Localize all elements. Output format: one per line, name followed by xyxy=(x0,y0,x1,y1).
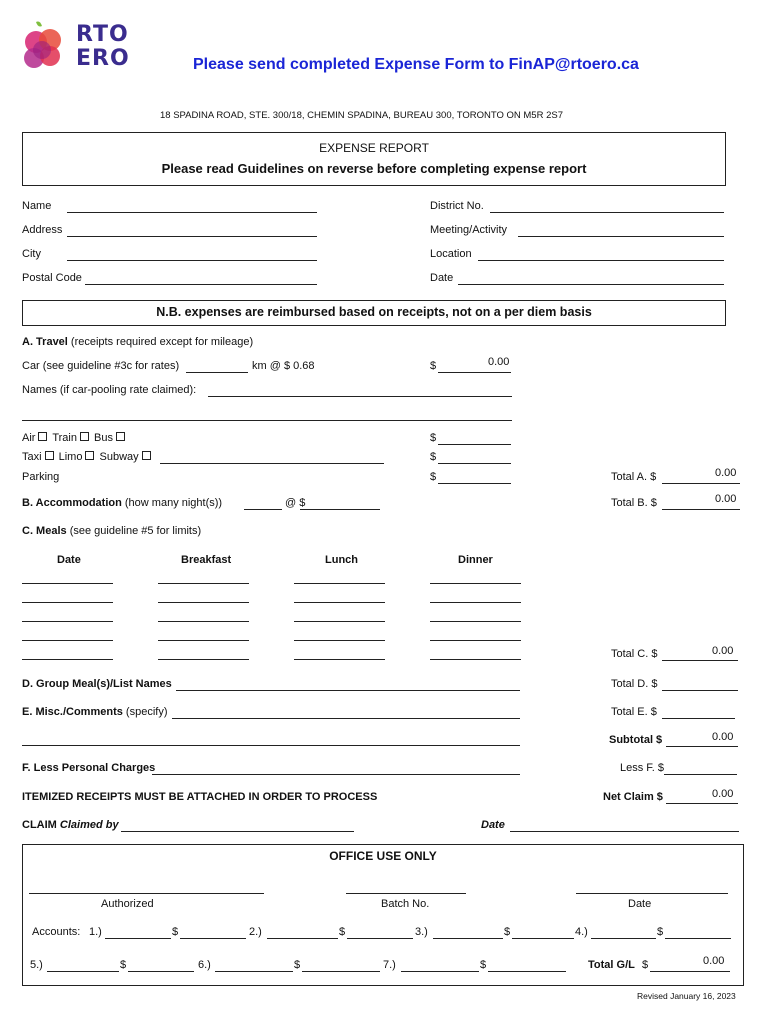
meal-cell[interactable] xyxy=(158,659,249,660)
misc-field-2[interactable] xyxy=(22,745,520,746)
air-label: Air xyxy=(22,432,36,444)
less-f-field[interactable] xyxy=(664,774,737,775)
meal-cell[interactable] xyxy=(158,621,249,622)
city-label: City xyxy=(22,248,41,260)
meals-col-date: Date xyxy=(57,554,81,566)
header-note[interactable]: Please send completed Expense Form to FinAP@rtoero.ca xyxy=(193,56,639,73)
total-d-label: Total D. $ xyxy=(611,678,658,690)
meals-note: (see guideline #5 for limits) xyxy=(69,525,202,537)
limo-label: Limo xyxy=(58,451,83,463)
office-title: OFFICE USE ONLY xyxy=(329,849,437,863)
receipts-note: ITEMIZED RECEIPTS MUST BE ATTACHED IN ORDER TO PROCESS xyxy=(22,791,378,803)
car-dollar-sign: $ xyxy=(430,360,437,372)
name-field[interactable] xyxy=(67,212,317,213)
air-train-bus-row xyxy=(22,432,127,444)
meals-heading: C. Meals xyxy=(22,525,67,537)
date-label: Date xyxy=(430,272,454,284)
name-label: Name xyxy=(22,200,52,212)
misc-row xyxy=(22,706,167,718)
office-use-box xyxy=(22,844,744,986)
account-2-field[interactable] xyxy=(267,938,338,939)
batch-no-label: Batch No. xyxy=(381,898,430,910)
car-label: Car (see guideline #3c for rates) xyxy=(22,360,180,372)
carpool-names-label: Names (if car-pooling rate claimed): xyxy=(22,384,197,396)
air-dollar-sign: $ xyxy=(430,432,437,444)
taxi-dollar-sign: $ xyxy=(430,451,437,463)
address-label: Address xyxy=(22,224,63,236)
meal-cell[interactable] xyxy=(430,583,521,584)
account-3-amount[interactable] xyxy=(512,938,574,939)
account-5-label: 5.) xyxy=(30,959,43,971)
total-b-value: 0.00 xyxy=(715,493,737,505)
meals-heading-row xyxy=(22,525,201,537)
meal-cell[interactable] xyxy=(430,659,521,660)
claim-label: CLAIM xyxy=(22,819,57,831)
total-c-value: 0.00 xyxy=(712,645,734,657)
subtotal-value: 0.00 xyxy=(712,731,734,743)
accommodation-at: @ $ xyxy=(285,497,306,509)
location-field[interactable] xyxy=(478,260,724,261)
meeting-field[interactable] xyxy=(518,236,724,237)
logo-mark-icon xyxy=(22,20,78,76)
total-e-label: Total E. $ xyxy=(611,706,657,718)
bus-checkbox[interactable] xyxy=(116,432,125,441)
claim-date-field[interactable] xyxy=(510,831,739,832)
address-field[interactable] xyxy=(67,236,317,237)
account-5-amount[interactable] xyxy=(128,971,194,972)
travel-heading-row xyxy=(22,336,253,348)
meal-cell[interactable] xyxy=(294,583,385,584)
logo-line2: ERO xyxy=(76,46,130,71)
meals-col-dinner: Dinner xyxy=(458,554,493,566)
account-6-dollar: $ xyxy=(294,959,301,971)
meal-cell[interactable] xyxy=(294,659,385,660)
claim-row xyxy=(22,819,119,831)
travel-heading: A. Travel xyxy=(22,336,68,348)
accommodation-heading: B. Accommodation xyxy=(22,497,122,509)
account-6-field[interactable] xyxy=(215,971,293,972)
claimed-by-label: Claimed by xyxy=(59,819,119,831)
account-4-label: 4.) xyxy=(575,926,588,938)
accommodation-rate-field[interactable] xyxy=(300,509,380,510)
report-subtitle: Please read Guidelines on reverse before completing expense report xyxy=(161,161,587,176)
less-f-label: Less F. $ xyxy=(620,762,665,774)
meeting-label: Meeting/Activity xyxy=(430,224,508,236)
net-claim-label: Net Claim $ xyxy=(603,791,663,803)
date-field[interactable] xyxy=(458,284,724,285)
account-6-amount[interactable] xyxy=(302,971,380,972)
subtotal-label: Subtotal $ xyxy=(609,734,663,746)
taxi-label: Taxi xyxy=(22,451,42,463)
account-3-label: 3.) xyxy=(415,926,428,938)
meal-cell[interactable] xyxy=(430,640,521,641)
claimed-by-field[interactable] xyxy=(121,831,354,832)
account-7-label: 7.) xyxy=(383,959,396,971)
account-1-label: 1.) xyxy=(89,926,102,938)
nights-field[interactable] xyxy=(244,509,282,510)
claim-date-label: Date xyxy=(481,819,505,831)
meal-cell[interactable] xyxy=(158,583,249,584)
city-field[interactable] xyxy=(67,260,317,261)
net-claim-value: 0.00 xyxy=(712,788,734,800)
air-checkbox[interactable] xyxy=(38,432,47,441)
account-2-label: 2.) xyxy=(249,926,262,938)
location-label: Location xyxy=(430,248,472,260)
logo xyxy=(22,20,142,76)
meal-cell[interactable] xyxy=(22,659,113,660)
total-gl-label: Total G/L xyxy=(588,959,635,971)
subway-checkbox[interactable] xyxy=(142,451,151,460)
meal-cell[interactable] xyxy=(294,640,385,641)
meal-cell[interactable] xyxy=(294,621,385,622)
account-1-field[interactable] xyxy=(105,938,171,939)
postal-code-field[interactable] xyxy=(85,284,317,285)
car-amount-field[interactable] xyxy=(438,372,511,373)
accommodation-row xyxy=(22,497,222,509)
train-label: Train xyxy=(52,432,77,444)
bus-label: Bus xyxy=(94,432,113,444)
subway-label: Subway xyxy=(99,451,139,463)
org-address: 18 SPADINA ROAD, STE. 300/18, CHEMIN SPADINA, BUREAU 300, TORONTO ON M5R 2S7 xyxy=(160,110,563,121)
train-checkbox[interactable] xyxy=(80,432,89,441)
taxi-amount-field[interactable] xyxy=(438,463,511,464)
account-3-field[interactable] xyxy=(433,938,503,939)
total-gl-dollar: $ xyxy=(642,959,649,971)
total-c-field[interactable] xyxy=(662,660,738,661)
total-a-value: 0.00 xyxy=(715,467,737,479)
postal-code-label: Postal Code xyxy=(22,272,82,284)
title-box xyxy=(22,132,726,186)
meal-cell[interactable] xyxy=(22,621,113,622)
account-1-dollar: $ xyxy=(172,926,179,938)
personal-charges-label: F. Less Personal Charges xyxy=(22,762,156,774)
net-claim-field[interactable] xyxy=(666,803,738,804)
account-7-amount[interactable] xyxy=(488,971,566,972)
meal-cell[interactable] xyxy=(22,583,113,584)
taxi-limo-subway-row xyxy=(22,451,153,463)
total-d-field[interactable] xyxy=(662,690,738,691)
account-1-amount[interactable] xyxy=(180,938,246,939)
account-5-field[interactable] xyxy=(47,971,119,972)
total-gl-field[interactable] xyxy=(650,971,730,972)
account-2-amount[interactable] xyxy=(347,938,413,939)
total-a-label: Total A. $ xyxy=(611,471,657,483)
personal-charges-field[interactable] xyxy=(152,774,520,775)
other-transport-field[interactable] xyxy=(160,463,384,464)
meals-col-lunch: Lunch xyxy=(325,554,358,566)
account-6-label: 6.) xyxy=(198,959,211,971)
parking-label: Parking xyxy=(22,471,60,483)
district-field[interactable] xyxy=(490,212,724,213)
revised-note: Revised January 16, 2023 xyxy=(637,991,736,1001)
km-rate-label: km @ $ 0.68 xyxy=(252,360,315,372)
meal-cell[interactable] xyxy=(22,602,113,603)
nb-box xyxy=(22,300,726,326)
meal-cell[interactable] xyxy=(22,640,113,641)
car-km-field[interactable] xyxy=(186,372,248,373)
accommodation-note: (how many night(s)) xyxy=(124,497,223,509)
account-4-amount[interactable] xyxy=(665,938,731,939)
office-date-label: Date xyxy=(628,898,652,910)
misc-field[interactable] xyxy=(172,718,520,719)
accounts-label: Accounts: xyxy=(32,926,81,938)
air-amount-field[interactable] xyxy=(438,444,511,445)
account-4-field[interactable] xyxy=(591,938,656,939)
total-c-label: Total C. $ xyxy=(611,648,658,660)
nb-note: N.B. expenses are reimbursed based on receipts, not on a per diem basis xyxy=(156,305,592,319)
subtotal-field[interactable] xyxy=(666,746,738,747)
taxi-checkbox[interactable] xyxy=(45,451,54,460)
account-7-dollar: $ xyxy=(480,959,487,971)
parking-dollar-sign: $ xyxy=(430,471,437,483)
limo-checkbox[interactable] xyxy=(85,451,94,460)
account-2-dollar: $ xyxy=(339,926,346,938)
misc-label: E. Misc./Comments xyxy=(22,706,123,718)
travel-note: (receipts required except for mileage) xyxy=(70,336,254,348)
district-label: District No. xyxy=(430,200,484,212)
total-gl-value: 0.00 xyxy=(703,955,725,967)
account-5-dollar: $ xyxy=(120,959,127,971)
report-title: EXPENSE REPORT xyxy=(319,141,429,155)
account-4-dollar: $ xyxy=(657,926,664,938)
total-a-field[interactable] xyxy=(662,483,740,484)
total-e-field[interactable] xyxy=(662,718,735,719)
meal-cell[interactable] xyxy=(158,640,249,641)
carpool-names-field-2[interactable] xyxy=(22,420,512,421)
batch-no-field[interactable] xyxy=(346,893,466,894)
office-date-field[interactable] xyxy=(576,893,728,894)
misc-note: (specify) xyxy=(125,706,168,718)
group-meals-field[interactable] xyxy=(176,690,520,691)
meal-cell[interactable] xyxy=(430,602,521,603)
account-7-field[interactable] xyxy=(401,971,479,972)
logo-line1: RTO xyxy=(76,22,129,47)
account-3-dollar: $ xyxy=(504,926,511,938)
group-meals-label: D. Group Meal(s)/List Names xyxy=(22,678,172,690)
carpool-names-field[interactable] xyxy=(208,396,512,397)
authorized-field[interactable] xyxy=(29,893,264,894)
authorized-label: Authorized xyxy=(101,898,154,910)
total-b-label: Total B. $ xyxy=(611,497,657,509)
meals-col-breakfast: Breakfast xyxy=(181,554,232,566)
car-amount: 0.00 xyxy=(488,356,510,368)
meal-cell[interactable] xyxy=(158,602,249,603)
total-b-field[interactable] xyxy=(662,509,740,510)
meal-cell[interactable] xyxy=(430,621,521,622)
parking-amount-field[interactable] xyxy=(438,483,511,484)
meal-cell[interactable] xyxy=(294,602,385,603)
